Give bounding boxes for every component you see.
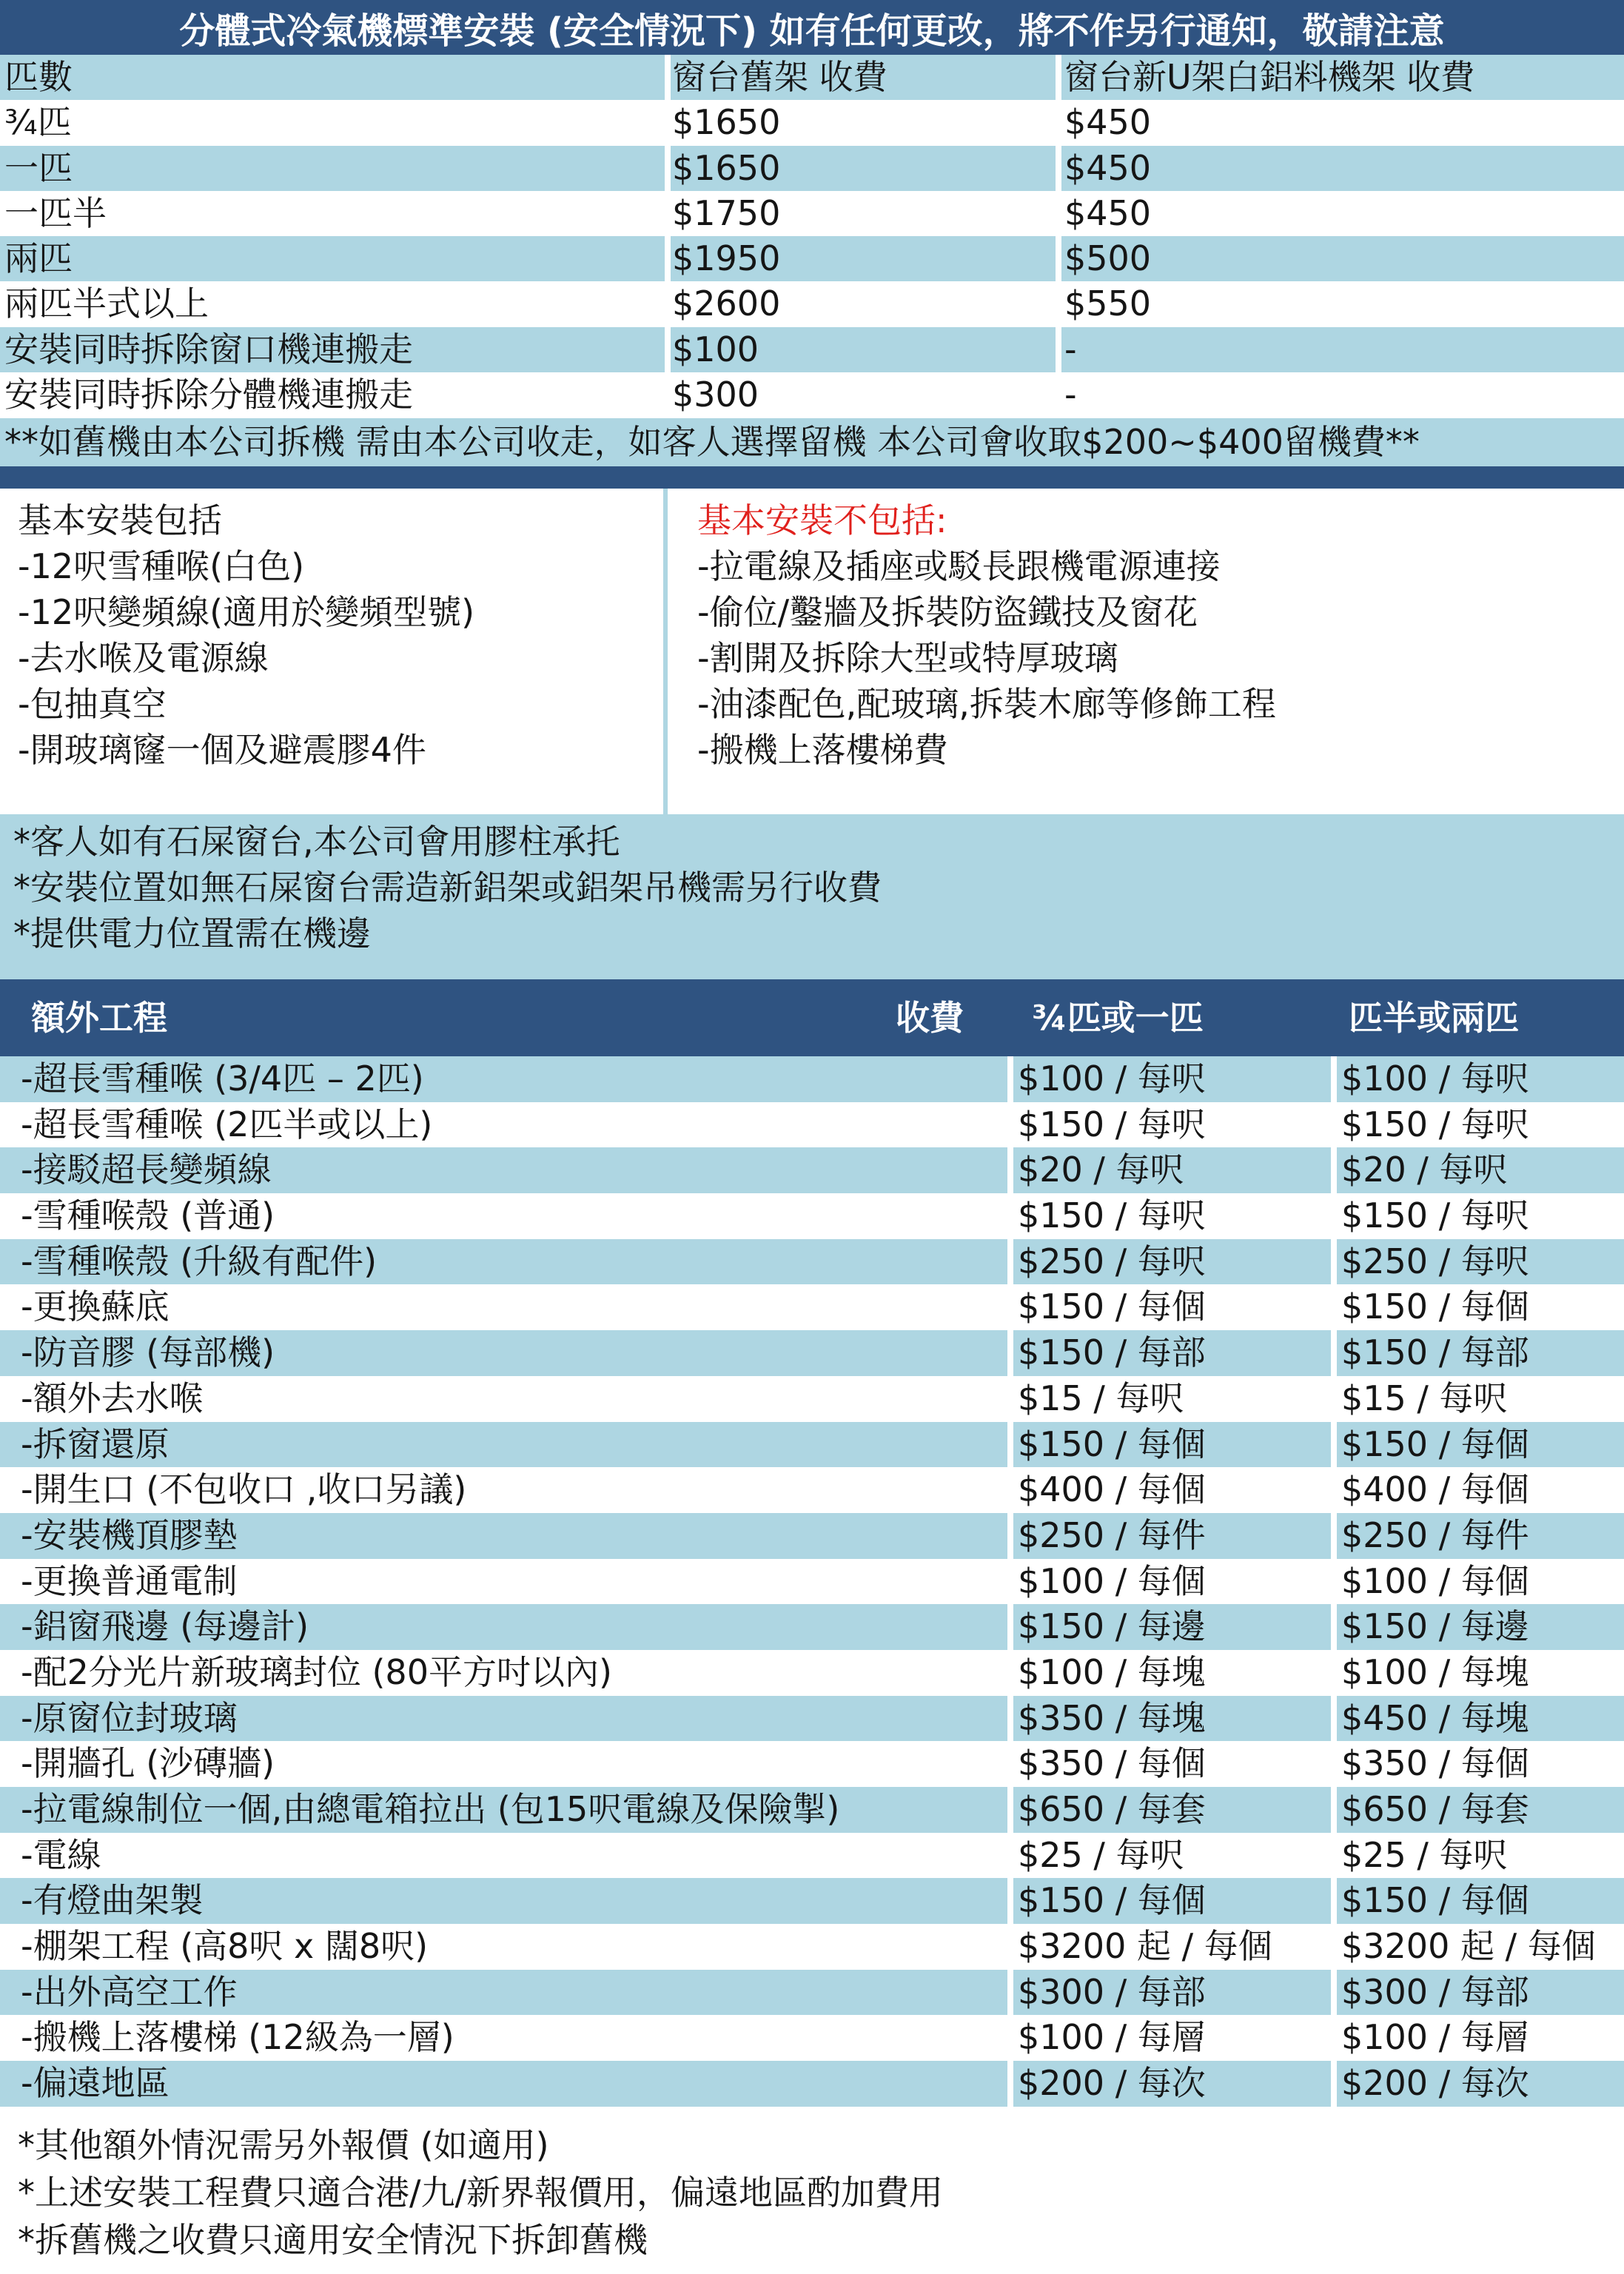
extra-works-header: [0, 979, 1624, 1056]
cell-item: -防音膠 (每部機): [0, 1330, 1007, 1376]
cell-old-bracket-fee: $1650: [671, 100, 1056, 145]
table-header-row: [0, 55, 1624, 100]
cell-item: -配2分光片新玻璃封位 (80平方吋以內): [0, 1650, 1007, 1696]
cell-large-unit-fee: $15 / 每呎: [1337, 1376, 1624, 1422]
cell-small-unit-fee: $3200 起 / 每個: [1013, 1924, 1331, 1970]
excluded-panel: [672, 489, 1624, 814]
cell-item: -有燈曲架製: [0, 1878, 1007, 1924]
extra-works-table: [0, 1056, 1624, 2107]
table-row: [0, 1239, 1624, 1285]
cell-large-unit-fee: $300 / 每部: [1337, 1970, 1624, 2016]
cell-item: -拆窗還原: [0, 1422, 1007, 1468]
footnote-line: *上述安裝工程費只適合港/九/新界報價用，偏遠地區酌加費用: [18, 2173, 943, 2213]
column-header-extra-works: 額外工程: [31, 998, 167, 1038]
table-row: [0, 1376, 1624, 1422]
old-unit-note: **如舊機由本公司拆機 需由本公司收走，如客人選擇留機 本公司會收取$200~$400留機費**: [0, 418, 1624, 466]
cell-old-bracket-fee: $1750: [671, 191, 1056, 236]
table-row: [0, 1330, 1624, 1376]
cell-new-bracket-fee: $550: [1061, 281, 1624, 326]
cell-item: -電線: [0, 1833, 1007, 1879]
cell-item: -雪種喉殼 (普通): [0, 1193, 1007, 1239]
cell-old-bracket-fee: $1650: [671, 146, 1056, 191]
table-row: [0, 1696, 1624, 1742]
base-price-table: [0, 55, 1624, 417]
cell-large-unit-fee: $20 / 每呎: [1337, 1147, 1624, 1193]
list-item: -割開及拆除大型或特厚玻璃: [697, 638, 1118, 678]
cell-item: -雪種喉殼 (升級有配件): [0, 1239, 1007, 1285]
cell-item: -棚架工程 (高8呎 x 闊8呎): [0, 1924, 1007, 1970]
cell-large-unit-fee: $100 / 每層: [1337, 2015, 1624, 2061]
cell-large-unit-fee: $250 / 每件: [1337, 1513, 1624, 1559]
cell-small-unit-fee: $350 / 每塊: [1013, 1696, 1331, 1742]
cell-large-unit-fee: $3200 起 / 每個: [1337, 1924, 1624, 1970]
column-header-fee: 收費: [896, 998, 964, 1038]
table-row: [0, 2015, 1624, 2061]
cell-horsepower: 兩匹: [0, 236, 665, 281]
cell-horsepower: 安裝同時拆除窗口機連搬走: [0, 327, 665, 372]
cell-item: -原窗位封玻璃: [0, 1696, 1007, 1742]
cell-item: -更換蘇底: [0, 1284, 1007, 1330]
cell-large-unit-fee: $150 / 每邊: [1337, 1604, 1624, 1650]
cell-small-unit-fee: $400 / 每個: [1013, 1467, 1331, 1513]
cell-large-unit-fee: $100 / 每塊: [1337, 1650, 1624, 1696]
table-row: [0, 146, 1624, 191]
cell-small-unit-fee: $25 / 每呎: [1013, 1833, 1331, 1879]
column-header-horsepower: 匹數: [0, 55, 665, 100]
list-item: -包抽真空: [18, 684, 167, 724]
cell-small-unit-fee: $150 / 每個: [1013, 1284, 1331, 1330]
table-row: [0, 1284, 1624, 1330]
installation-scope: [0, 489, 1624, 979]
cell-small-unit-fee: $300 / 每部: [1013, 1970, 1331, 2016]
cell-small-unit-fee: $200 / 每次: [1013, 2061, 1331, 2107]
table-row: [0, 372, 1624, 417]
table-row: [0, 1650, 1624, 1696]
table-row: [0, 1513, 1624, 1559]
table-row: [0, 1102, 1624, 1148]
list-item: -搬機上落樓梯費: [697, 730, 948, 770]
table-row: [0, 2061, 1624, 2107]
cell-large-unit-fee: $150 / 每呎: [1337, 1193, 1624, 1239]
column-header-old-bracket: 窗台舊架 收費: [671, 55, 1056, 100]
cell-small-unit-fee: $150 / 每個: [1013, 1878, 1331, 1924]
list-item: -開玻璃窿一個及避震膠4件: [18, 730, 426, 770]
column-header-large-unit: 匹半或兩匹: [1349, 998, 1519, 1038]
included-panel: [0, 489, 668, 814]
cell-new-bracket-fee: $500: [1061, 236, 1624, 281]
cell-new-bracket-fee: $450: [1061, 146, 1624, 191]
list-item: -偷位/鑿牆及拆裝防盜鐵技及窗花: [697, 592, 1198, 632]
cell-item: -超長雪種喉 (3/4匹 – 2匹): [0, 1056, 1007, 1102]
cell-new-bracket-fee: -: [1061, 327, 1624, 372]
cell-large-unit-fee: $150 / 每部: [1337, 1330, 1624, 1376]
notes-panel: [0, 814, 1624, 979]
table-row: [0, 100, 1624, 145]
column-header-new-bracket: 窗台新U架白鋁料機架 收費: [1061, 55, 1624, 100]
table-row: [0, 1467, 1624, 1513]
cell-large-unit-fee: $150 / 每個: [1337, 1422, 1624, 1468]
cell-new-bracket-fee: $450: [1061, 191, 1624, 236]
cell-large-unit-fee: $350 / 每個: [1337, 1741, 1624, 1787]
note-line: *安裝位置如無石屎窗台需造新鋁架或鋁架吊機需另行收費: [13, 868, 882, 908]
cell-large-unit-fee: $450 / 每塊: [1337, 1696, 1624, 1742]
list-item: -12呎變頻線(適用於變頻型號): [18, 592, 475, 632]
cell-large-unit-fee: $150 / 每呎: [1337, 1102, 1624, 1148]
cell-small-unit-fee: $100 / 每塊: [1013, 1650, 1331, 1696]
table-row: [0, 1787, 1624, 1833]
note-line: *提供電力位置需在機邊: [13, 913, 371, 953]
cell-new-bracket-fee: $450: [1061, 100, 1624, 145]
cell-old-bracket-fee: $1950: [671, 236, 1056, 281]
cell-item: -出外高空工作: [0, 1970, 1007, 2016]
cell-item: -額外去水喉: [0, 1376, 1007, 1422]
cell-large-unit-fee: $150 / 每個: [1337, 1284, 1624, 1330]
excluded-heading: 基本安裝不包括:: [697, 500, 947, 540]
cell-large-unit-fee: $25 / 每呎: [1337, 1833, 1624, 1879]
cell-small-unit-fee: $15 / 每呎: [1013, 1376, 1331, 1422]
cell-large-unit-fee: $100 / 每呎: [1337, 1056, 1624, 1102]
column-header-small-unit: ¾匹或一匹: [1032, 998, 1204, 1038]
cell-old-bracket-fee: $2600: [671, 281, 1056, 326]
cell-old-bracket-fee: $100: [671, 327, 1056, 372]
table-row: [0, 1833, 1624, 1879]
cell-item: -鋁窗飛邊 (每邊計): [0, 1604, 1007, 1650]
table-row: [0, 1559, 1624, 1605]
cell-large-unit-fee: $100 / 每個: [1337, 1559, 1624, 1605]
cell-small-unit-fee: $20 / 每呎: [1013, 1147, 1331, 1193]
footnote-line: *拆舊機之收費只適用安全情況下拆卸舊機: [18, 2220, 648, 2260]
list-item: -拉電線及插座或駁長跟機電源連接: [697, 546, 1221, 586]
table-row: [0, 1924, 1624, 1970]
list-item: -油漆配色,配玻璃,拆裝木廊等修飾工程: [697, 684, 1276, 724]
cell-small-unit-fee: $100 / 每層: [1013, 2015, 1331, 2061]
section-divider: [0, 466, 1624, 489]
list-item: -12呎雪種喉(白色): [18, 546, 305, 586]
table-row: [0, 1878, 1624, 1924]
cell-large-unit-fee: $150 / 每個: [1337, 1878, 1624, 1924]
cell-large-unit-fee: $250 / 每呎: [1337, 1239, 1624, 1285]
footnotes: [0, 2122, 1624, 2264]
cell-horsepower: ¾匹: [0, 100, 665, 145]
cell-horsepower: 兩匹半式以上: [0, 281, 665, 326]
list-item: -去水喉及電源線: [18, 638, 269, 678]
cell-horsepower: 一匹半: [0, 191, 665, 236]
table-row: [0, 327, 1624, 372]
cell-horsepower: 一匹: [0, 146, 665, 191]
table-row: [0, 1970, 1624, 2016]
table-row: [0, 236, 1624, 281]
cell-horsepower: 安裝同時拆除分體機連搬走: [0, 372, 665, 417]
table-row: [0, 1193, 1624, 1239]
cell-small-unit-fee: $250 / 每呎: [1013, 1239, 1331, 1285]
page-title: 分體式冷氣機標準安裝 (安全情況下) 如有任何更改，將不作另行通知，敬請注意: [0, 0, 1624, 55]
table-row: [0, 1604, 1624, 1650]
cell-item: -開生口 (不包收口 ,收口另議): [0, 1467, 1007, 1513]
cell-small-unit-fee: $150 / 每部: [1013, 1330, 1331, 1376]
cell-small-unit-fee: $100 / 每呎: [1013, 1056, 1331, 1102]
cell-old-bracket-fee: $300: [671, 372, 1056, 417]
cell-item: -安裝機頂膠墊: [0, 1513, 1007, 1559]
note-line: *客人如有石屎窗台,本公司會用膠柱承托: [13, 822, 620, 862]
table-row: [0, 1422, 1624, 1468]
cell-item: -超長雪種喉 (2匹半或以上): [0, 1102, 1007, 1148]
cell-small-unit-fee: $150 / 每呎: [1013, 1102, 1331, 1148]
cell-item: -偏遠地區: [0, 2061, 1007, 2107]
cell-small-unit-fee: $350 / 每個: [1013, 1741, 1331, 1787]
cell-small-unit-fee: $150 / 每個: [1013, 1422, 1331, 1468]
cell-large-unit-fee: $200 / 每次: [1337, 2061, 1624, 2107]
cell-large-unit-fee: $400 / 每個: [1337, 1467, 1624, 1513]
cell-small-unit-fee: $250 / 每件: [1013, 1513, 1331, 1559]
table-row: [0, 191, 1624, 236]
cell-item: -接駁超長變頻線: [0, 1147, 1007, 1193]
cell-small-unit-fee: $150 / 每邊: [1013, 1604, 1331, 1650]
cell-new-bracket-fee: -: [1061, 372, 1624, 417]
cell-item: -更換普通電制: [0, 1559, 1007, 1605]
footnote-line: *其他額外情況需另外報價 (如適用): [18, 2125, 549, 2165]
cell-small-unit-fee: $100 / 每個: [1013, 1559, 1331, 1605]
cell-item: -搬機上落樓梯 (12級為一層): [0, 2015, 1007, 2061]
cell-large-unit-fee: $650 / 每套: [1337, 1787, 1624, 1833]
cell-small-unit-fee: $650 / 每套: [1013, 1787, 1331, 1833]
cell-small-unit-fee: $150 / 每呎: [1013, 1193, 1331, 1239]
table-row: [0, 1741, 1624, 1787]
table-row: [0, 1147, 1624, 1193]
table-row: [0, 281, 1624, 326]
table-row: [0, 1056, 1624, 1102]
included-heading: 基本安裝包括: [18, 500, 222, 540]
cell-item: -拉電線制位一個,由總電箱拉出 (包15呎電線及保險掣): [0, 1787, 1007, 1833]
cell-item: -開牆孔 (沙磚牆): [0, 1741, 1007, 1787]
